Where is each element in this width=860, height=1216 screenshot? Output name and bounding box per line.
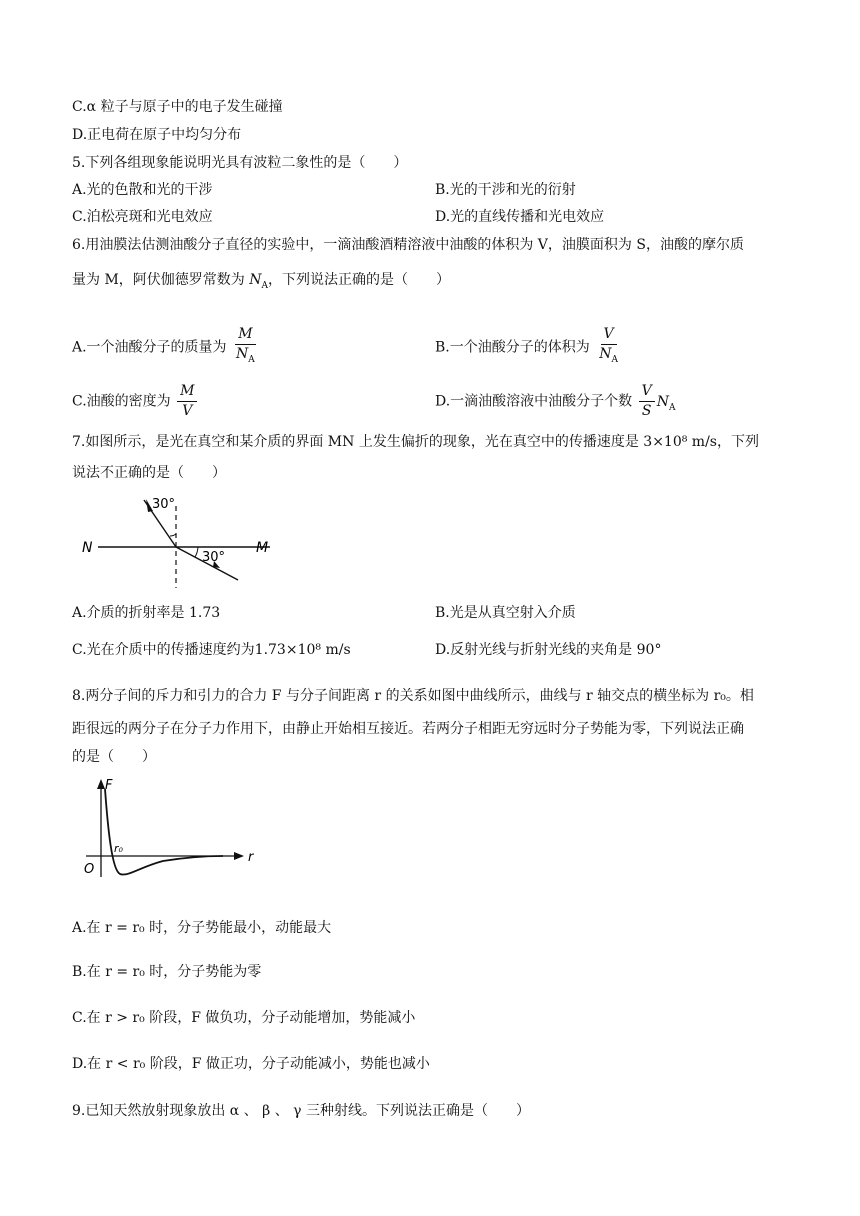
- option-6c: C.油酸的密度为 $\frac{M}{V}$: [72, 382, 199, 421]
- angle-label-top: 30°: [152, 497, 176, 512]
- speed-of-light: 3×10⁸ m/s: [643, 434, 717, 450]
- fraction-m-over-na: $\frac{M}{N_A}$: [236, 326, 255, 365]
- option-4c: C.α 粒子与原子中的电子发生碰撞: [72, 99, 283, 115]
- force-distance-graph: [78, 775, 263, 885]
- option-6a: A.一个油酸分子的质量为 $\frac{M}{N_A}$: [72, 325, 260, 370]
- option-8d: D.在 r < r₀ 阶段，F 做正功，分子动能减小，势能也减小: [72, 1056, 430, 1072]
- question-7-line2: 说法不正确的是（ ）: [72, 465, 226, 481]
- question-8-line3: 的是（ ）: [72, 749, 156, 765]
- q6-text-b: ，下列说法正确的是（ ）: [268, 272, 450, 288]
- r0-label: r₀: [114, 842, 123, 855]
- option-6b: B.一个油酸分子的体积为 $\frac{V}{N_A}$: [435, 325, 623, 370]
- question-5: 5.下列各组现象能说明光具有波粒二象性的是（ ）: [72, 155, 408, 171]
- x-axis-label-r: r: [248, 850, 254, 865]
- question-8-line2: 距很远的两分子在分子力作用下，由静止开始相互接近。若两分子相距无穷远时分子势能为零，下列说法正确: [72, 721, 744, 737]
- label-m: M: [256, 540, 269, 556]
- option-7c: C.光在介质中的传播速度约为1.73×10⁸ m/s: [72, 642, 351, 658]
- label-n: N: [82, 540, 93, 556]
- option-8b: B.在 r = r₀ 时，分子势能为零: [72, 964, 262, 980]
- option-7a: A.介质的折射率是 1.73: [72, 605, 221, 621]
- option-7b: B.光是从真空射入介质: [435, 605, 576, 621]
- refraction-figure: [72, 488, 282, 588]
- fraction-m-over-v: $\frac{M}{V}$: [177, 382, 197, 421]
- option-5c: C.泊松亮斑和光电效应: [72, 209, 213, 225]
- fraction-v-over-na: $\frac{V}{N_A}$: [599, 326, 618, 365]
- question-6-line2: [72, 270, 450, 296]
- option-7d: D.反射光线与折射光线的夹角是 90°: [435, 642, 662, 658]
- angle-label-right: 30°: [202, 550, 226, 565]
- option-5b: B.光的干涉和光的衍射: [435, 182, 576, 198]
- option-5a: A.光的色散和光的干涉: [72, 182, 213, 198]
- question-9: 9.已知天然放射现象放出 α 、 β 、 γ 三种射线。下列说法正确是（ ）: [72, 1103, 530, 1119]
- y-axis-label-f: F: [105, 778, 113, 793]
- question-8-line1: 8.两分子间的斥力和引力的合力 F 与分子间距离 r 的关系如图中曲线所示，曲线与 r 轴交点的横坐标为 r₀。相: [72, 688, 754, 704]
- option-8a: A.在 r = r₀ 时，分子势能最小，动能最大: [72, 920, 332, 936]
- option-4d: D.正电荷在原子中均匀分布: [72, 127, 242, 143]
- q6-text-a: 量为 M，阿伏伽德罗常数为: [72, 272, 250, 288]
- option-8c: C.在 r > r₀ 阶段，F 做负功，分子动能增加，势能减小: [72, 1010, 416, 1026]
- question-6-line1: 6.用油膜法估测油酸分子直径的实验中，一滴油酸酒精溶液中油酸的体积为 V，油膜面积为 S，油酸的摩尔质: [72, 237, 744, 253]
- option-6d: D.一滴油酸溶液中油酸分子个数 $\frac{V}{S}$ $N_A$: [435, 383, 676, 419]
- question-7-line1: 7.如图所示，是光在真空和某介质的界面 MN 上发生偏折的现象，光在真空中的传播速度是 3×10⁸ m/s，下列: [72, 434, 759, 450]
- fraction-v-over-s: $\frac{V}{S}$: [639, 382, 655, 421]
- avogadro-symbol: $N_A$: [249, 272, 268, 291]
- origin-label: O: [84, 862, 95, 877]
- option-5d: D.光的直线传播和光电效应: [435, 209, 605, 225]
